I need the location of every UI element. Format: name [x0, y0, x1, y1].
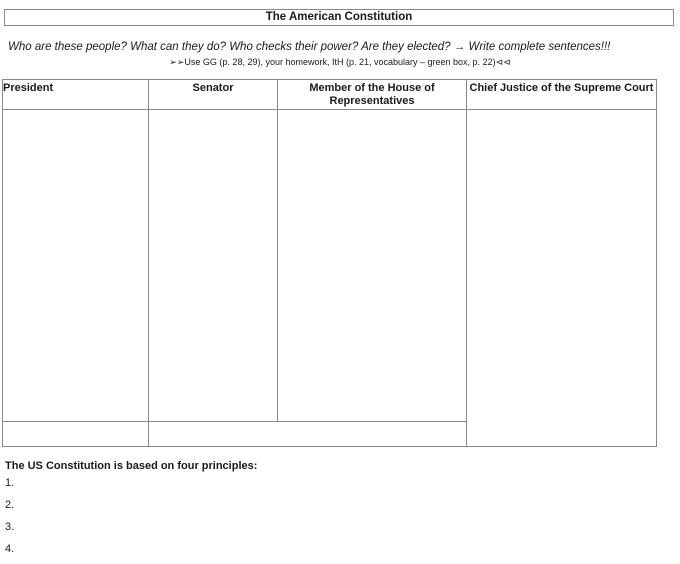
principles-section: [5, 460, 257, 564]
header-chief-justice: Chief Justice of the Supreme Court: [467, 80, 657, 110]
table-row: [3, 110, 657, 422]
source-instructions: ➢➢Use GG (p. 28, 29), your homework, ItH (p. 21, vocabulary – green box, p. 22)⊲⊲: [169, 57, 511, 67]
principle-line-3[interactable]: 3.: [5, 521, 15, 533]
president-extra-cell[interactable]: [3, 422, 149, 447]
header-senator: Senator: [149, 80, 278, 110]
principle-line-4[interactable]: 4.: [5, 543, 15, 555]
chief-justice-answer-cell[interactable]: [467, 110, 657, 447]
roles-table: [2, 79, 657, 447]
representative-answer-cell[interactable]: [278, 110, 467, 422]
senator-representative-extra-cell[interactable]: [149, 422, 467, 447]
principle-line-1[interactable]: 1.: [5, 477, 15, 489]
guiding-questions: Who are these people? What can they do? Who checks their power? Are they elected? → Write complete sentences!!!: [8, 41, 611, 53]
header-president: President: [3, 80, 149, 110]
table-header-row: [3, 80, 657, 110]
header-representative: Member of the House of Representatives: [278, 80, 467, 110]
worksheet-title: The American Constitution: [4, 9, 674, 26]
president-answer-cell[interactable]: [3, 110, 149, 422]
principles-heading: The US Constitution is based on four principles:: [5, 460, 258, 472]
principle-line-2[interactable]: 2.: [5, 499, 15, 511]
senator-answer-cell[interactable]: [149, 110, 278, 422]
